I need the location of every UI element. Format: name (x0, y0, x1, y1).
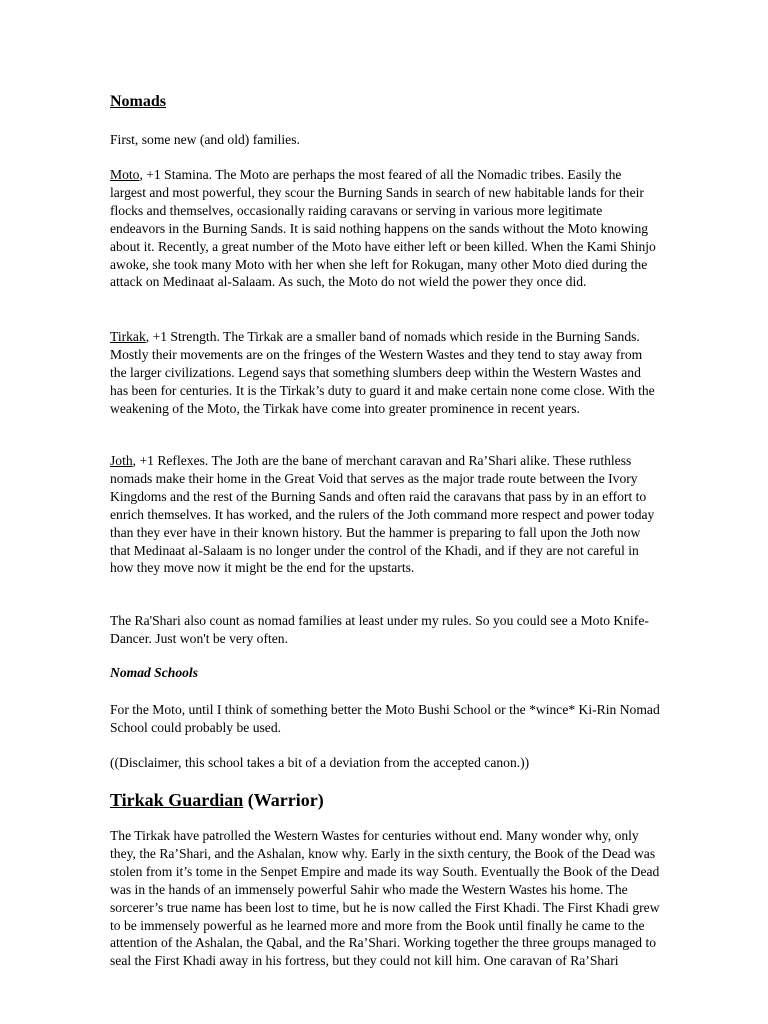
schools-paragraph: For the Moto, until I think of something better the Moto Bushi School or the *wince* Ki-Rin Nomad School could probably be used. (110, 702, 660, 735)
section-heading (110, 790, 660, 811)
nomad-schools-heading: Nomad Schools (110, 665, 198, 680)
section-heading-suffix: (Warrior) (243, 790, 324, 810)
section-heading-title: Tirkak Guardian (110, 790, 244, 810)
joth-paragraph (110, 452, 660, 577)
rashari-paragraph: The Ra'Shari also count as nomad families at least under my rules. So you could see a Moto Knife-Dancer. Just won't be very often. (110, 613, 649, 646)
guardian-paragraph: The Tirkak have patrolled the Western Wastes for centuries without end. Many wonder why, only they, the Ra’Shari, and the Ashalan, know why. Early in the sixth century, the Book of the Dead was stolen from it’s tome in the Senpet Empire and made its way South. Eventually the Book of the Dead was in the hands of an immensely powerful Sahir who made the Western Wastes his home. The sorcerer’s true name has been lost to time, but he is now called the First Khadi. The First Khadi grew to be immensely powerful as he learned more and more from the Book until finally he came to the attention of the Ashalan, the Qabal, and the Ra’Shari. Working together the three groups managed to seal the First Khadi away in his fortress, but they could not kill him. One caravan of Ra’Shari (110, 828, 660, 969)
moto-term: Moto (110, 167, 140, 182)
disclaimer-paragraph: ((Disclaimer, this school takes a bit of a deviation from the accepted canon.)) (110, 755, 530, 770)
tirkak-paragraph (110, 328, 660, 418)
moto-text: , +1 Stamina. The Moto are perhaps the most feared of all the Nomadic tribes. Easily the largest and most powerful, they scour the Burning Sands in search of new habitable lands for their flocks and themselves, occasionally raiding caravans or serving in various more legitimate endeavors in the Burning Sands. It is said nothing happens on the sands without the Moto knowing about it. Recently, a great number of the Moto have either left or been killed. When the Kami Shinjo awoke, she took many Moto with her when she left for Rokugan, many other Moto died during the attack on Medinaat al-Salaam. As such, the Moto do not wield the power they once did. (110, 167, 656, 290)
moto-paragraph (110, 166, 660, 291)
tirkak-term: Tirkak (110, 329, 146, 344)
tirkak-text: , +1 Strength. The Tirkak are a smaller band of nomads which reside in the Burning Sands. Mostly their movements are on the fringes of the Western Wastes and they tend to stay away from the larger civilizations. Legend says that something slumbers deep within the Western Wastes and has been for centuries. It is the Tirkak’s duty to guard it and make certain none come close. With the weakening of the Moto, the Tirkak have come into greater prominence in recent years. (110, 329, 655, 416)
page-title: Nomads (110, 93, 167, 110)
joth-text: , +1 Reflexes. The Joth are the bane of merchant caravan and Ra’Shari alike. These ruthless nomads make their home in the Great Void that serves as the major trade route between the Ivory Kingdoms and the rest of the Burning Sands and often raid the caravans that pass by in an effort to enrich themselves. It has worked, and the rulers of the Joth command more respect and power today than they ever have in their known history. But the hammer is preparing to fall upon the Joth now that Medinaat al-Salaam is no longer under the control of the Khadi, and if they are not careful in how they move now it might be the end for the upstarts. (110, 453, 655, 576)
intro-paragraph: First, some new (and old) families. (110, 132, 300, 147)
joth-term: Joth (110, 453, 133, 468)
